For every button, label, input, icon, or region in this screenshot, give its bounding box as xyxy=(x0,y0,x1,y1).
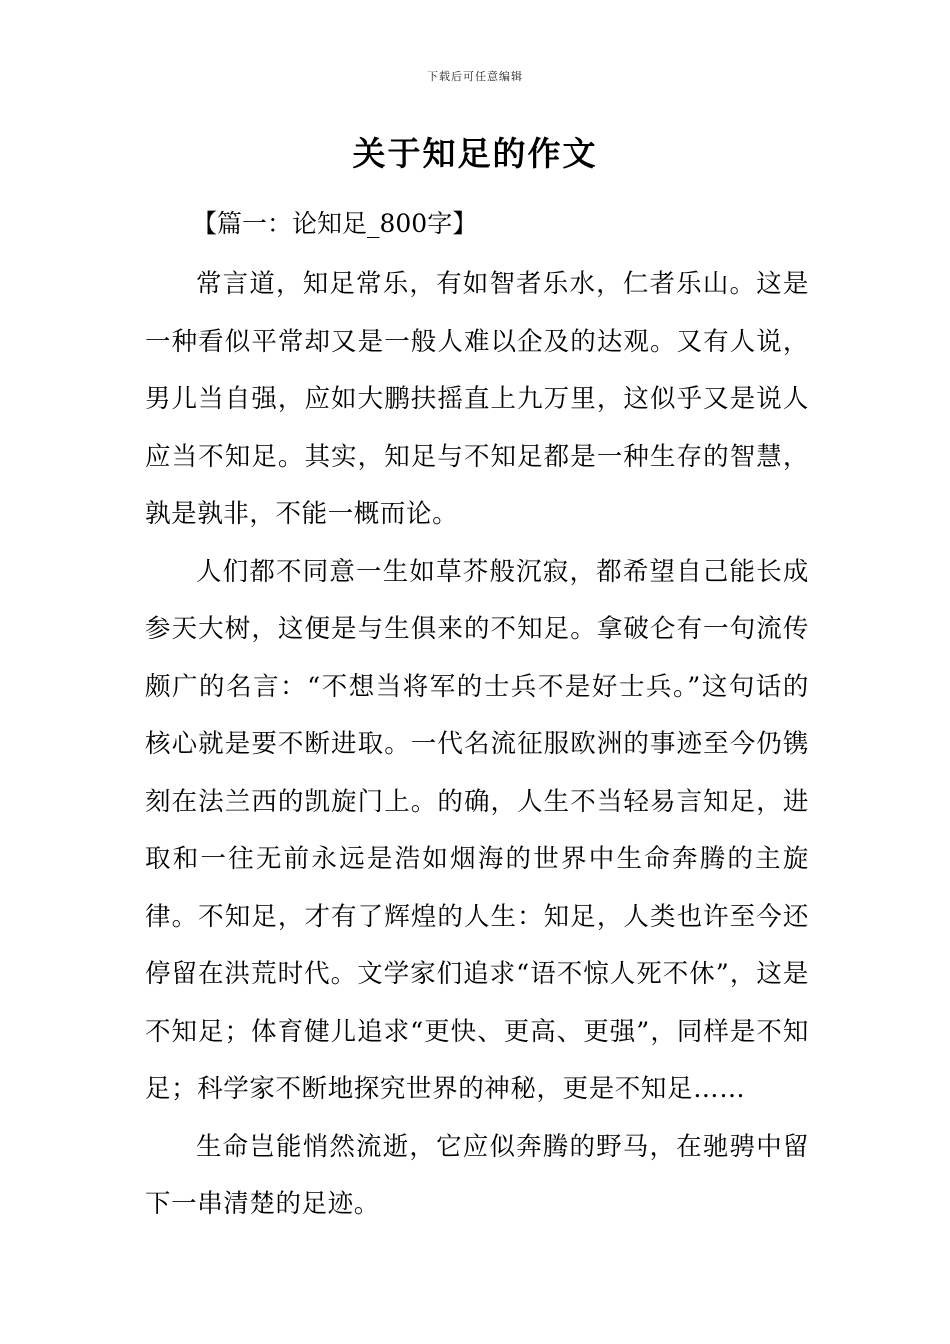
document-title: 关于知足的作文 xyxy=(352,134,598,173)
essay-body xyxy=(145,256,809,1234)
section-heading: 【篇一：论知足_800字】 xyxy=(192,209,478,238)
paragraph-1: 常言道，知足常乐，有如智者乐水，仁者乐山。这是一种看似平常却又是一般人难以企及的达观。又有人说，男儿当自强，应如大鹏扶摇直上九万里，这似乎又是说人应当不知足。其实，知足与不知足都是一种生存的智慧，孰是孰非，不能一概而论。 xyxy=(145,269,809,529)
header-note: 下载后可任意编辑 xyxy=(427,70,523,83)
paragraph-3: 生命岂能悄然流逝，它应似奔腾的野马，在驰骋中留下一串清楚的足迹。 xyxy=(145,1131,809,1219)
paragraph-2: 人们都不同意一生如草芥般沉寂，都希望自己能长成参天大树，这便是与生俱来的不知足。拿破仑有一句流传颇广的名言：“不想当将军的士兵不是好士兵。”这句话的核心就是要不断进取。一代名流征服欧洲的事迹至今仍镌刻在法兰西的凯旋门上。的确，人生不当轻易言知足，进取和一往无前永远是浩如烟海的世界中生命奔腾的主旋律。不知足，才有了辉煌的人生：知足，人类也许至今还停留在洪荒时代。文学家们追求“语不惊人死不休”，这是不知足；体育健儿追求“更快、更高、更强”，同样是不知足；科学家不断地探究世界的神秘，更是不知足…… xyxy=(145,556,809,1104)
